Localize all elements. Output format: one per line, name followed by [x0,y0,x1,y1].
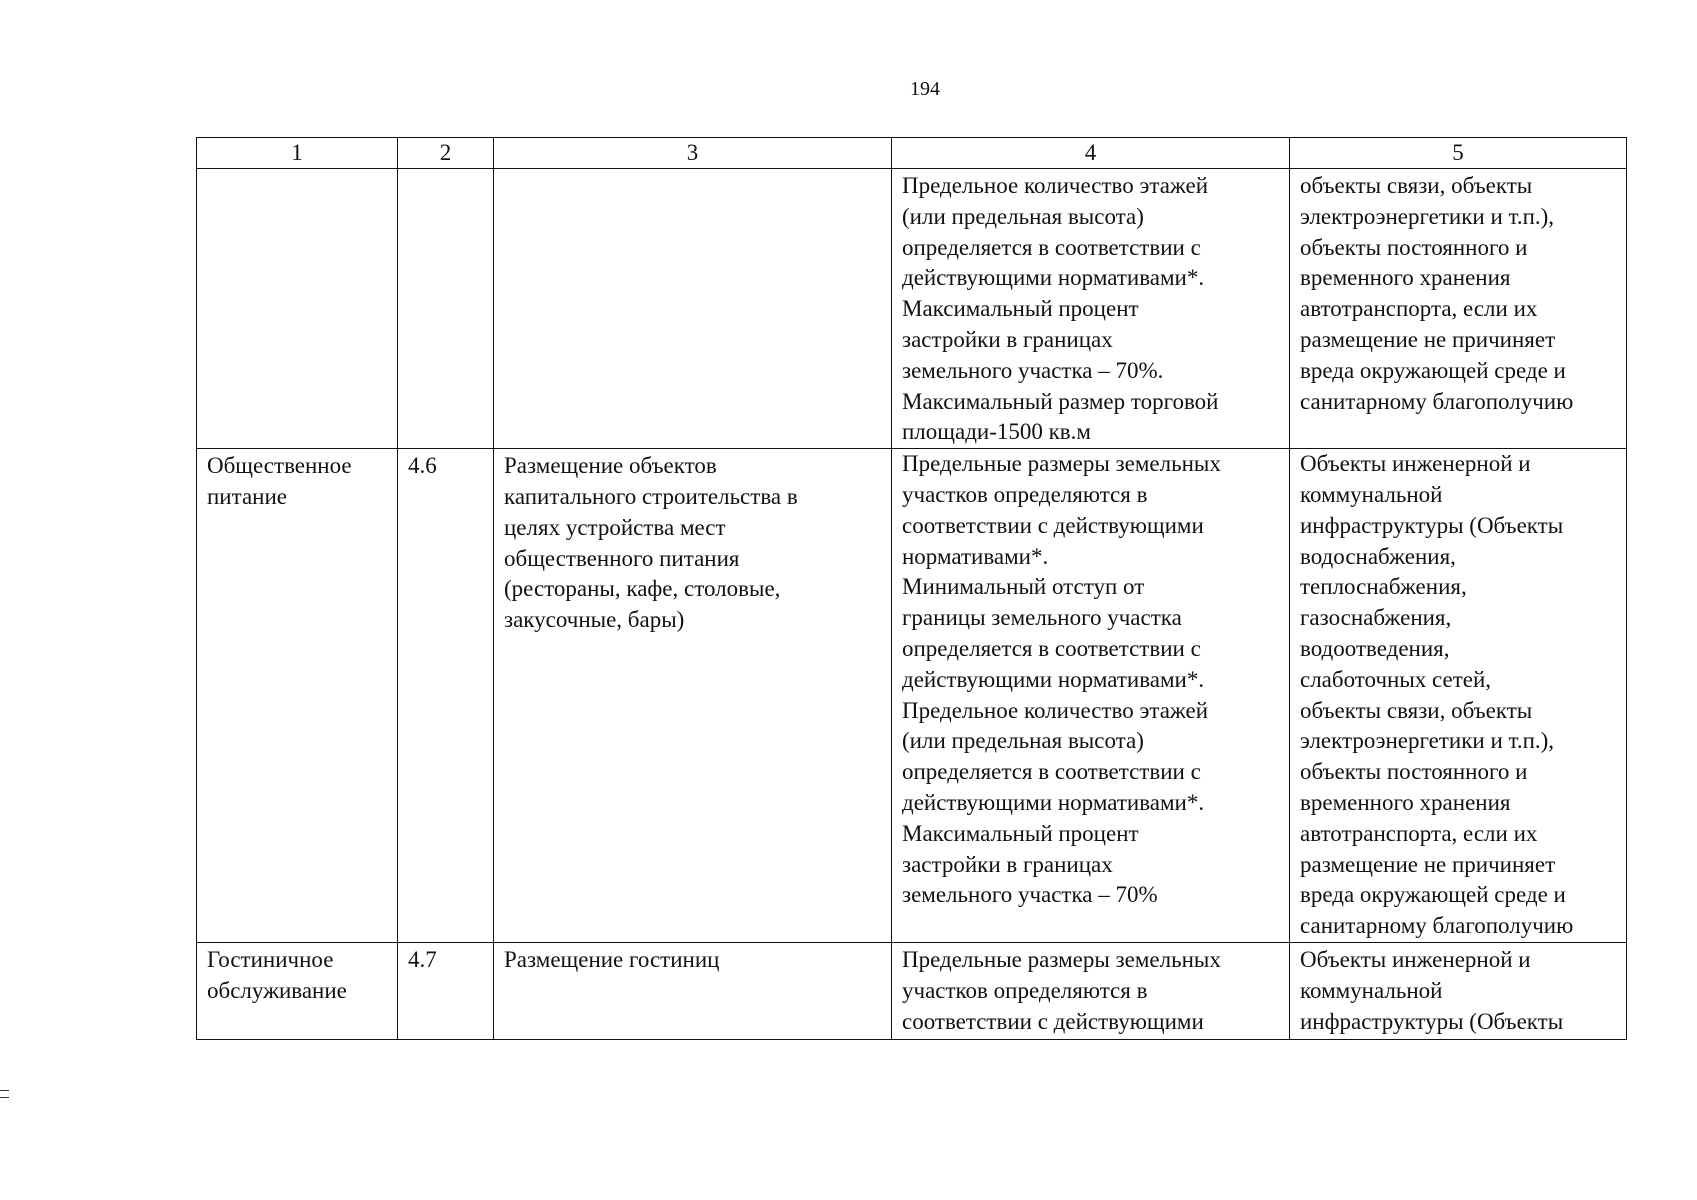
column-header-1: 1 [197,138,398,169]
use-code: 4.7 [408,947,437,973]
use-name: Гостиничное обслуживание [207,947,347,1003]
table-row [197,169,1627,449]
table-row [197,449,1627,943]
use-description: Размещение гостиниц [504,947,720,973]
use-code-cell [398,943,494,1040]
auxiliary-uses-cell [1290,169,1627,449]
parameters-cell [892,943,1290,1040]
column-header-3: 3 [494,138,892,169]
column-header-4: 4 [892,138,1290,169]
use-description-cell [494,169,892,449]
scan-margin-mark [0,1090,9,1098]
use-code: 4.6 [408,453,437,479]
table-header-row [197,138,1627,169]
use-code-cell [398,169,494,449]
zoning-table [196,137,1627,1040]
column-header-5: 5 [1290,138,1627,169]
parameters-text: Предельное количество этажей (или предельная высота) определяется в соответствии с действующими нормативами*. Максимальный процент застройки в границах земельного участка – 70%. Максимальный размер торговой площади-1500 кв.м [902,173,1219,445]
use-description-cell [494,943,892,1040]
table-row [197,943,1627,1040]
use-description: Размещение объектов капитального строительства в целях устройства мест общественного питания (рестораны, кафе, столовые, закусочные, бары) [504,453,798,633]
use-name-cell [197,943,398,1040]
auxiliary-uses-text: Объекты инженерной и коммунальной инфраструктуры (Объекты водоснабжения, теплоснабжения, газоснабжения, водоотведения, слаботочных сетей, объекты связи, объекты электроэнергетики и т.п.), объекты постоянного и временного хранения автотранспорта, если их размещение не причиняет вреда окружающей среде и санитарному благополучию [1300,451,1574,939]
auxiliary-uses-text: Объекты инженерной и коммунальной инфраструктуры (Объекты [1300,947,1564,1034]
auxiliary-uses-cell [1290,943,1627,1040]
use-code-cell [398,449,494,943]
parameters-cell [892,449,1290,943]
use-name-cell [197,449,398,943]
parameters-text: Предельные размеры земельных участков определяются в соответствии с действующими [902,947,1221,1034]
auxiliary-uses-text: объекты связи, объекты электроэнергетики и т.п.), объекты постоянного и временного хранения автотранспорта, если их размещение не причиняет вреда окружающей среде и санитарному благополучию [1300,173,1574,414]
use-name-cell [197,169,398,449]
use-name: Общественное питание [207,453,352,509]
parameters-text: Предельные размеры земельных участков определяются в соответствии с действующими нормативами*. Минимальный отступ от границы земельного участка определяется в соответствии с действующими нормативами*. Предельное количество этажей (или предельная высота) определяется в соответствии с действующими нормативами*. Максимальный процент застройки в границах земельного участка – 70% [902,451,1221,908]
use-description-cell [494,449,892,943]
column-header-2: 2 [398,138,494,169]
page-number: 194 [910,78,940,100]
parameters-cell [892,169,1290,449]
auxiliary-uses-cell [1290,449,1627,943]
